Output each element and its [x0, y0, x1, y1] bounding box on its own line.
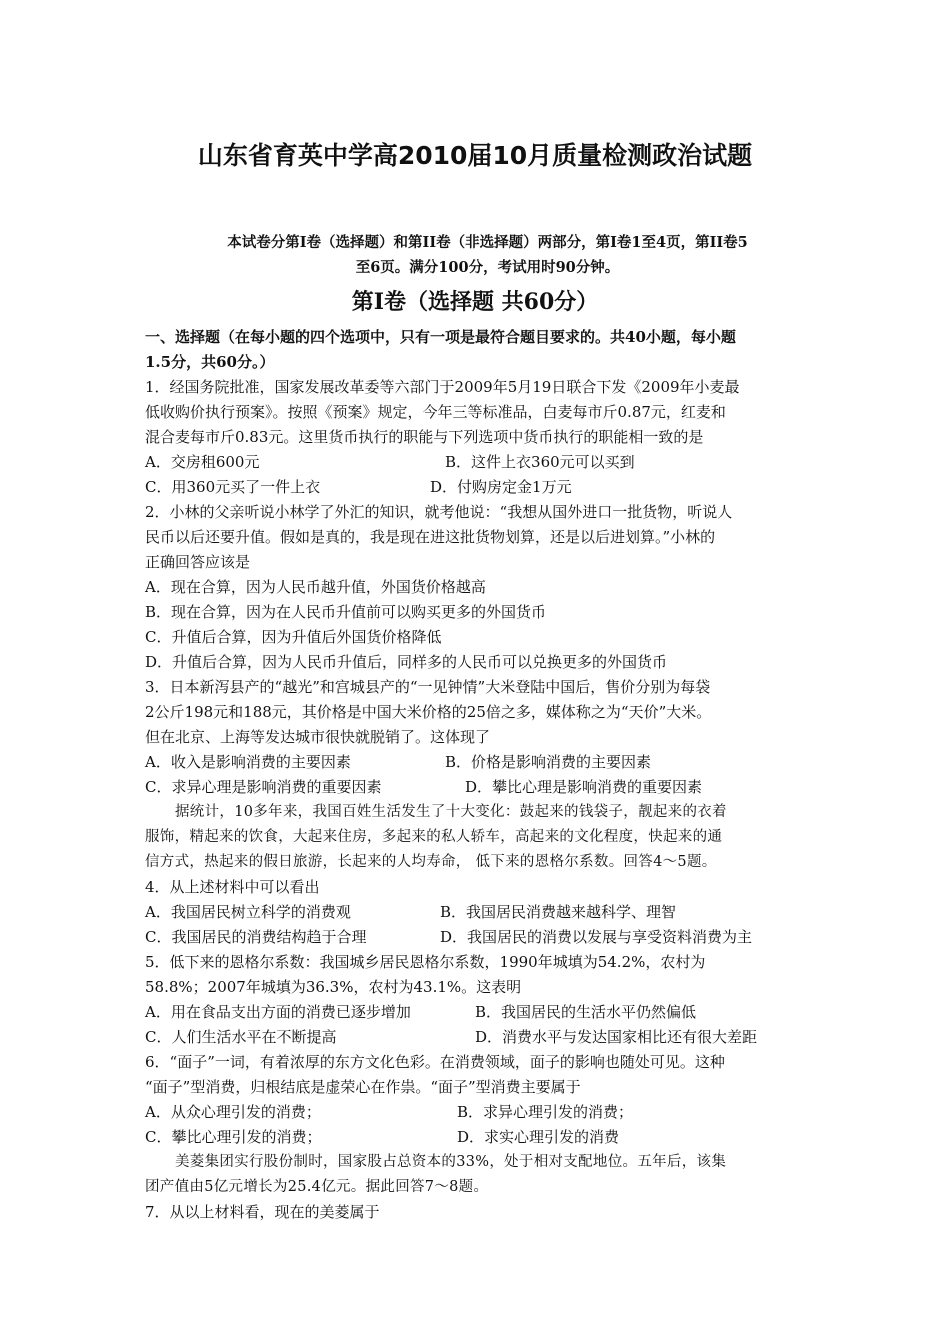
option-row [145, 1125, 810, 1150]
option-d: D．消费水平与发达国家相比还有很大差距 [475, 1028, 758, 1046]
intro-line: 至6页。满分100分，考试用时90分钟。 [355, 259, 620, 276]
section-title: 第I卷（选择题 共60分） [351, 289, 599, 315]
question-3-text: 2公斤198元和188元，其价格是中国大米价格的25倍之多，媒体称之为“天价”大米。 [145, 703, 712, 721]
option-b: B．这件上衣360元可以买到 [445, 453, 635, 471]
question-7-text: 7．从以上材料看，现在的美菱属于 [145, 1203, 380, 1221]
option-row [145, 1000, 810, 1025]
option-a: A．我国居民树立科学的消费观 [145, 903, 351, 921]
option-a: A．交房租600元 [145, 453, 260, 471]
instruction-line: 1.5分，共60分。） [145, 353, 275, 371]
question-4-text: 4．从上述材料中可以看出 [145, 878, 320, 896]
option-a: A．收入是影响消费的主要因素 [145, 753, 351, 771]
question-2-text: 民币以后还要升值。假如是真的，我是现在进这批货物划算，还是以后进划算。”小林的 [145, 528, 716, 546]
option-a: A．从众心理引发的消费； [145, 1103, 321, 1121]
question-1-text: 1．经国务院批准，国家发展改革委等六部门于2009年5月19日联合下发《2009年小麦最 [145, 378, 740, 396]
question-3-text: 但在北京、上海等发达城市很快就脱销了。这体现了 [145, 728, 491, 746]
exam-intro [160, 230, 815, 280]
option-row [145, 925, 810, 950]
option-d: D．升值后合算，因为人民币升值后，同样多的人民币可以兑换更多的外国货币 [145, 653, 668, 671]
option-c: C．人们生活水平在不断提高 [145, 1028, 337, 1046]
question-1-text: 混合麦每市斤0.83元。这里货币执行的职能与下列选项中货币执行的职能相一致的是 [145, 428, 704, 446]
option-b: B．我国居民的生活水平仍然偏低 [475, 1003, 697, 1021]
option-a: A．现在合算，因为人民币越升值，外国货价格越高 [145, 578, 486, 596]
option-row [145, 1025, 810, 1050]
question-2-text: 正确回答应该是 [145, 553, 251, 571]
option-c: C．升值后合算，因为升值后外国货价格降低 [145, 628, 442, 646]
question-2-text: 2．小林的父亲听说小林学了外汇的知识，就考他说：“我想从国外进口一批货物，听说人 [145, 503, 733, 521]
instruction-line: 一、选择题（在每小题的四个选项中，只有一项是最符合题目要求的。共40小题，每小题 [145, 328, 736, 346]
exam-title: 山东省育英中学高2010届10月质量检测政治试题 [197, 141, 753, 170]
option-c: C．求异心理是影响消费的重要因素 [145, 778, 382, 796]
material-text: 据统计，10多年来，我国百姓生活发生了十大变化：鼓起来的钱袋子，靓起来的衣着 [175, 804, 727, 820]
option-c: C．攀比心理引发的消费； [145, 1128, 322, 1146]
material-text: 服饰，精起来的饮食，大起来住房，多起来的私人轿车，高起来的文化程度，快起来的通 [145, 829, 723, 845]
option-row [145, 450, 810, 475]
option-row [145, 1100, 810, 1125]
intro-line: 本试卷分第I卷（选择题）和第II卷（非选择题）两部分，第I卷1至4页，第II卷5 [227, 234, 748, 251]
option-d: D．付购房定金1万元 [430, 478, 572, 496]
option-d: D．我国居民的消费以发展与享受资料消费为主 [440, 928, 753, 946]
option-d: D．求实心理引发的消费 [457, 1128, 620, 1146]
option-b: B．价格是影响消费的主要因素 [445, 753, 652, 771]
option-row [145, 900, 810, 925]
option-d: D．攀比心理是影响消费的重要因素 [465, 778, 703, 796]
material-text: 美菱集团实行股份制时，国家股占总资本的33%，处于相对支配地位。五年后，该集 [175, 1154, 727, 1170]
material-text: 信方式，热起来的假日旅游，长起来的人均寿命， 低下来的恩格尔系数。回答4～5题。 [145, 854, 717, 870]
question-6-text: “面子”型消费，归根结底是虚荣心在作祟。“面子”型消费主要属于 [145, 1078, 581, 1096]
material-text: 团产值由5亿元增长为25.4亿元。据此回答7～8题。 [145, 1179, 489, 1195]
option-a: A．用在食品支出方面的消费已逐步增加 [145, 1003, 411, 1021]
option-c: C．我国居民的消费结构趋于合理 [145, 928, 367, 946]
question-5-text: 58.8%；2007年城填为36.3%，农村为43.1%。这表明 [145, 978, 522, 996]
option-b: B．现在合算，因为在人民币升值前可以购买更多的外国货币 [145, 603, 547, 621]
option-b: B．求异心理引发的消费； [457, 1103, 634, 1121]
question-body [145, 325, 810, 1225]
question-3-text: 3．日本新泻县产的“越光”和宫城县产的“一见钟情”大米登陆中国后，售价分别为每袋 [145, 678, 711, 696]
option-row [145, 775, 810, 800]
option-row [145, 750, 810, 775]
question-6-text: 6．“面子”一词，有着浓厚的东方文化色彩。在消费领域，面子的影响也随处可见。这种 [145, 1053, 725, 1071]
question-5-text: 5．低下来的恩格尔系数：我国城乡居民恩格尔系数，1990年城填为54.2%，农村为 [145, 953, 706, 971]
option-c: C．用360元买了一件上衣 [145, 478, 321, 496]
question-1-text: 低收购价执行预案》。按照《预案》规定，今年三等标准品，白麦每市斤0.87元，红麦和 [145, 403, 726, 421]
option-b: B．我国居民消费越来越科学、理智 [440, 903, 677, 921]
option-row [145, 475, 810, 500]
